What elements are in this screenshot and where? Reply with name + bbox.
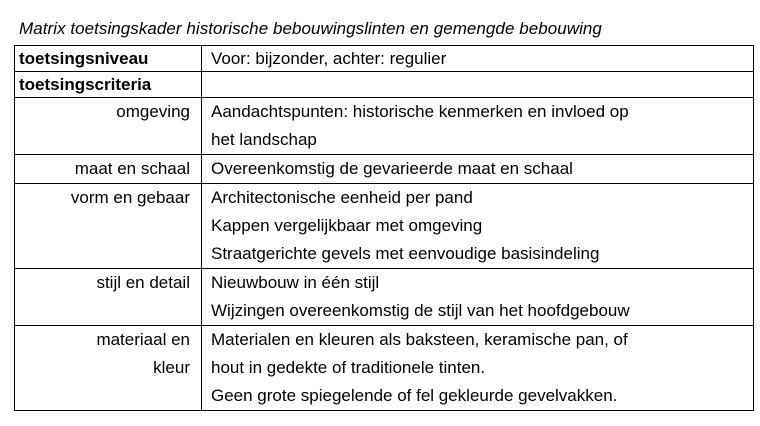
description-line: hout in gedekte of traditionele tinten. [211, 358, 486, 377]
table-row-stijl-en-detail [15, 269, 754, 326]
toetsingsniveau-label: toetsingsniveau [19, 49, 149, 68]
description-line: Materialen en kleuren als baksteen, keramische pan, of [211, 330, 628, 349]
table-row-maat-en-schaal [15, 155, 754, 184]
toetsingsniveau-value: Voor: bijzonder, achter: regulier [211, 49, 447, 68]
criterion-label: omgeving [116, 102, 190, 121]
criterion-cell [15, 184, 202, 269]
toetsingscriteria-value-cell [202, 72, 754, 98]
table-row-vorm-en-gebaar [15, 184, 754, 269]
toetsingscriteria-label: toetsingscriteria [19, 75, 152, 94]
description-line: het landschap [211, 130, 317, 149]
toetsingscriteria-label-cell [15, 72, 202, 98]
description-cell [202, 98, 754, 155]
description-cell [202, 184, 754, 269]
description-cell [202, 155, 754, 184]
table-row-toetsingscriteria [15, 72, 754, 98]
page-title: Matrix toetsingskader historische bebouwingslinten en gemengde bebouwing [19, 19, 602, 38]
description-line: Straatgerichte gevels met eenvoudige basisindeling [211, 244, 600, 263]
table-row-materiaal-en-kleur [15, 326, 754, 411]
toetsingsniveau-value-cell [202, 46, 754, 72]
description-line: Kappen vergelijkbaar met omgeving [211, 216, 483, 235]
toetsingsniveau-label-cell [15, 46, 202, 72]
description-line: Aandachtspunten: historische kenmerken en invloed op [211, 102, 629, 121]
description-line: Overeenkomstig de gevarieerde maat en schaal [211, 159, 573, 178]
assessment-matrix-table [14, 45, 754, 411]
criterion-label: kleur [153, 358, 190, 377]
criterion-label: maat en schaal [74, 159, 190, 178]
criterion-label: materiaal en [96, 330, 190, 349]
description-line: Nieuwbouw in één stijl [211, 273, 380, 292]
criterion-cell [15, 98, 202, 155]
description-line: Geen grote spiegelende of fel gekleurde gevelvakken. [211, 386, 618, 405]
criterion-cell [15, 155, 202, 184]
criterion-cell [15, 269, 202, 326]
table-row-omgeving [15, 98, 754, 155]
description-line: Wijzingen overeenkomstig de stijl van het hoofdgebouw [211, 301, 630, 320]
description-cell [202, 269, 754, 326]
description-line: Architectonische eenheid per pand [211, 188, 473, 207]
description-cell [202, 326, 754, 411]
criterion-label: vorm en gebaar [70, 188, 190, 207]
criterion-label: stijl en detail [96, 273, 190, 292]
criterion-cell [15, 326, 202, 411]
table-row-toetsingsniveau [15, 46, 754, 72]
